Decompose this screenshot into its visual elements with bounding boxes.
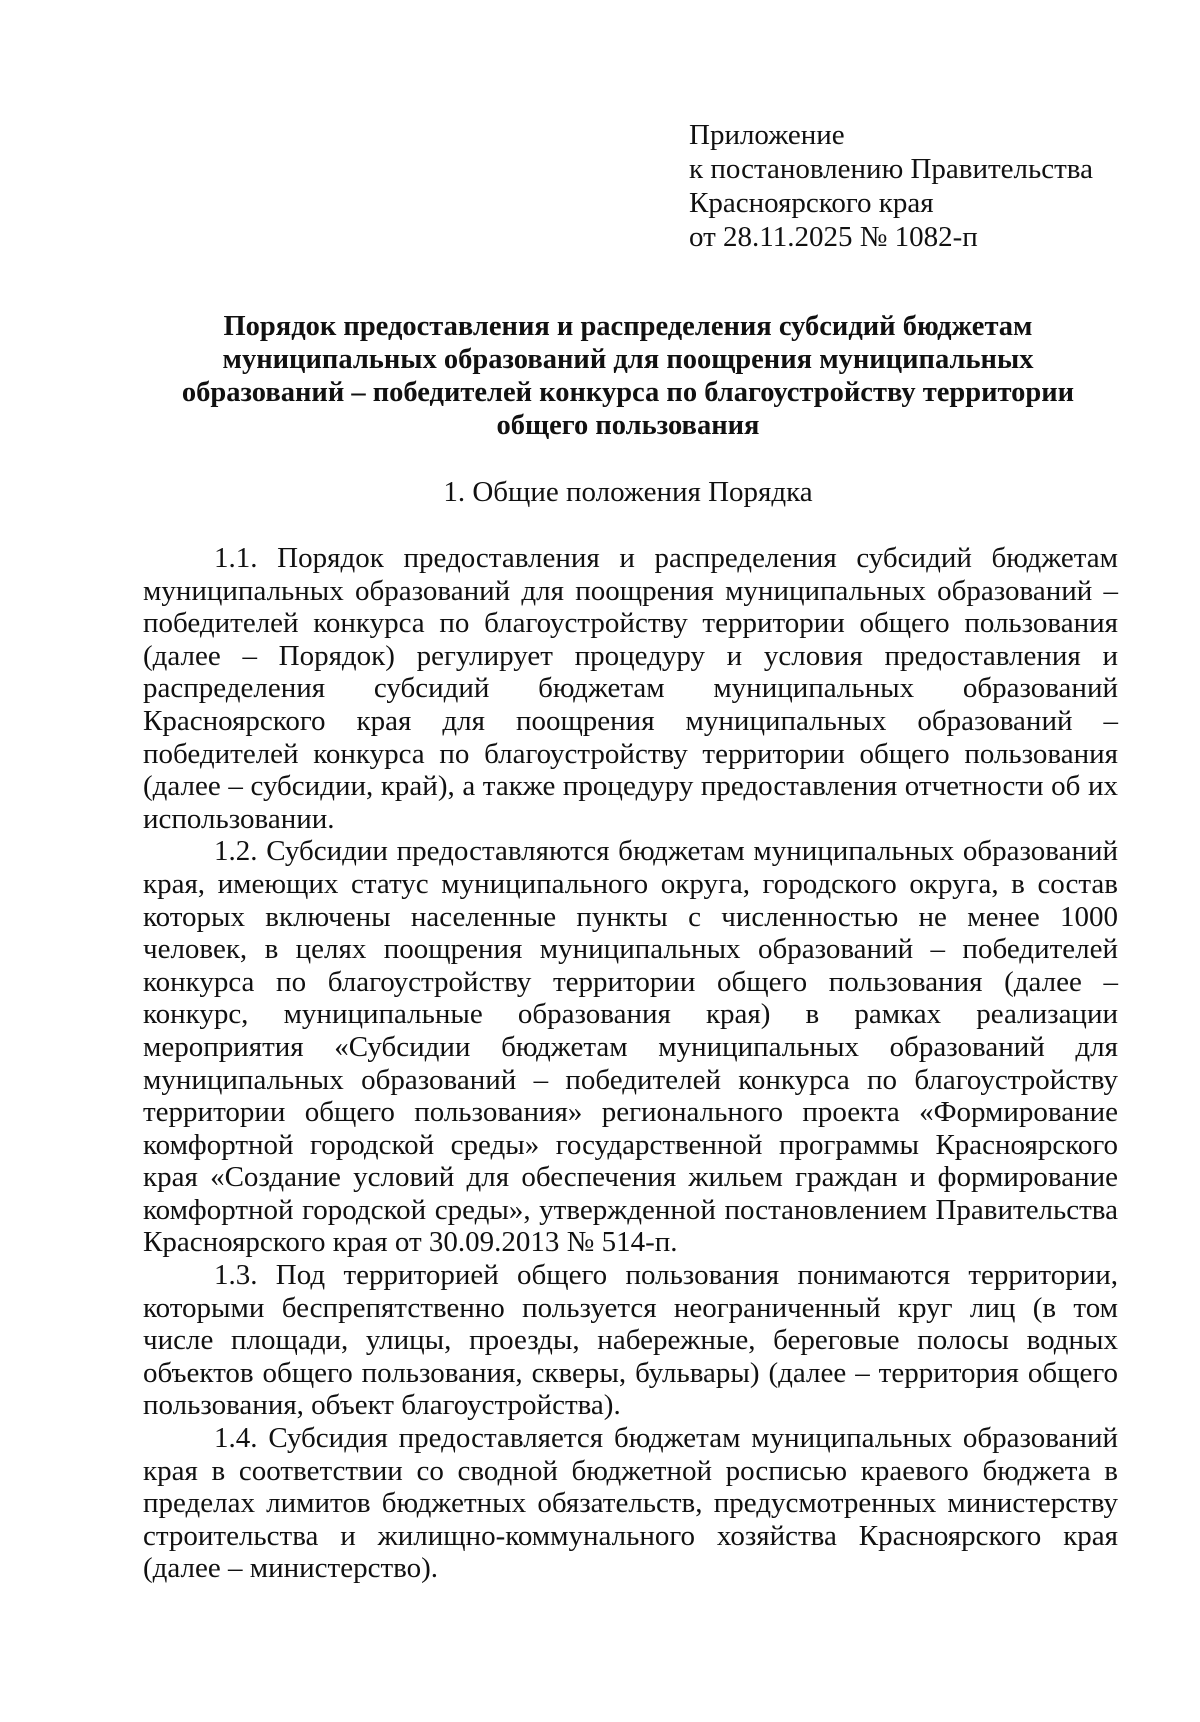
section-body [143,542,1118,1585]
section-heading: 1. Общие положения Порядка [443,476,813,508]
document-title [150,310,1106,442]
title-line: общего пользования [496,410,760,441]
title-line: муниципальных образований для поощрения муниципальных [222,344,1034,375]
paragraph-1-2: 1.2. Субсидии предоставляются бюджетам муниципальных образований края, имеющих статус муниципального округа, городского округа, в состав которых включены населенные пункты с численностью не менее 1000 человек, в целях поощрения муниципальных образований – победителей конкурса по благоустройству территории общего пользования (далее – конкурс, муниципальные образования края) в рамках реализации мероприятия «Субсидии бюджетам муниципальных образований для муниципальных образований – победителей конкурса по благоустройству территории общего пользования» регионального проекта «Формирование комфортной городской среды» государственной программы Красноярского края «Создание условий для обеспечения жильем граждан и формирование комфортной городской среды», утвержденной постановлением Правительства Красноярского края от 30.09.2013 № 514-п. [143,835,1118,1259]
paragraph-1-4: 1.4. Субсидия предоставляется бюджетам муниципальных образований края в соответствии со сводной бюджетной росписью краевого бюджета в пределах лимитов бюджетных обязательств, предусмотренных министерству строительства и жилищно-коммунального хозяйства Красноярского края (далее – министерство). [143,1422,1118,1585]
paragraph-1-1: 1.1. Порядок предоставления и распределения субсидий бюджетам муниципальных образований для поощрения муниципальных образований – победителей конкурса по благоустройству территории общего пользования (далее – Порядок) регулирует процедуру и условия предоставления и распределения субсидий бюджетам муниципальных образований Красноярского края для поощрения муниципальных образований – победителей конкурса по благоустройству территории общего пользования (далее – субсидии, край), а также процедуру предоставления отчетности об их использовании. [143,542,1118,835]
appendix-line: Приложение [689,119,845,151]
paragraph-1-3: 1.3. Под территорией общего пользования понимаются территории, которыми беспрепятственно пользуется неограниченный круг лиц (в том числе площади, улицы, проезды, набережные, береговые полосы водных объектов общего пользования, скверы, бульвары) (далее – территория общего пользования, объект благоустройства). [143,1259,1118,1422]
appendix-line: к постановлению Правительства [689,153,1093,185]
title-line: образований – победителей конкурса по благоустройству территории [181,377,1075,408]
title-line: Порядок предоставления и распределения субсидий бюджетам [223,311,1033,342]
appendix-line: Красноярского края [689,187,934,219]
appendix-block [689,118,1093,254]
appendix-line: от 28.11.2025 № 1082-п [689,221,978,253]
